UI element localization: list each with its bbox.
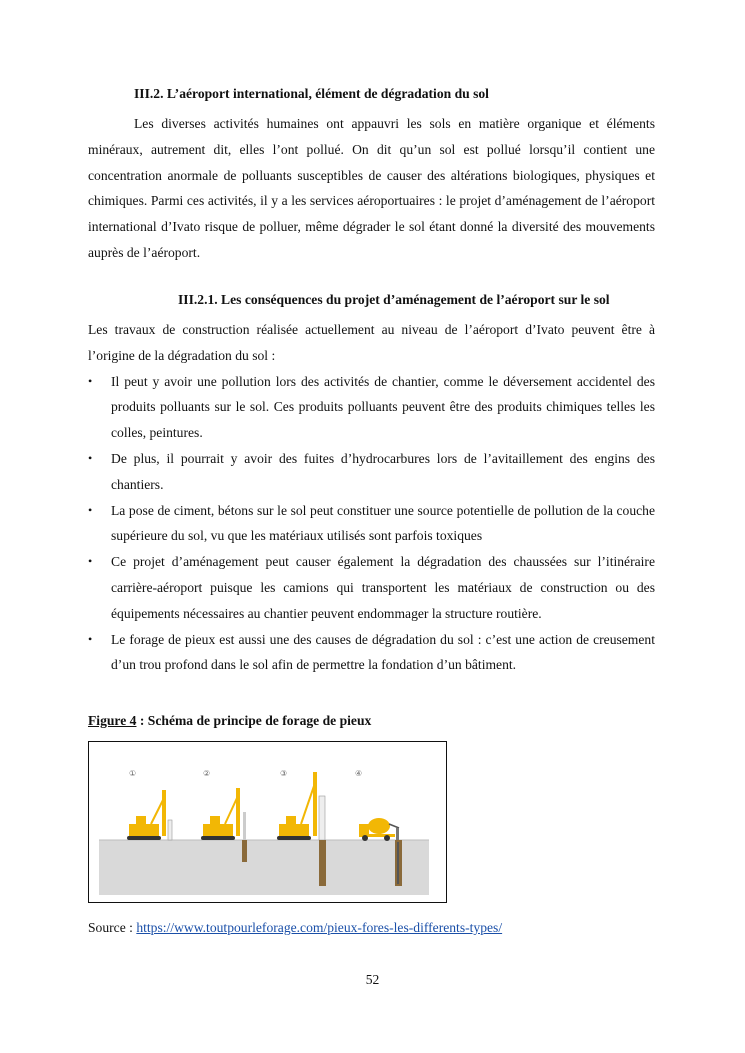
pile-drilling-diagram [89, 742, 446, 902]
section-heading: III.2. L’aéroport international, élément de dégradation du sol [134, 86, 489, 101]
section-paragraph: Les diverses activités humaines ont appauvri les sols en matière organique et éléments minéraux, autrement dit, elles l’ont pollué. On dit qu’un sol est pollué lorsqu’il contient une concentration anormale de polluants susceptibles de causer des altérations biologiques, physiques et chimiques. Parmi ces activités, il y a les services aéroportuaires : le projet d’aménagement de l’aéroport international d’Ivato risque de polluer, même dégrader le sol étant donné la diversité des mouvements auprès de l’aéroport. [88, 116, 655, 260]
figure-title: : Schéma de principe de forage de pieux [136, 713, 372, 728]
source-label: Source : [88, 920, 137, 935]
subsection-body [88, 317, 655, 678]
list-item: • Ce projet d’aménagement peut causer également la dégradation des chaussées sur l’itinéraire carrière-aéroport puisque les camions qui transportent les matériaux de construction ou des équipements nécessaires au chantier peuvent endommager la structure routière. [88, 549, 655, 626]
step-number-3: ③ [280, 769, 288, 778]
figure-label: Figure 4 [88, 713, 137, 728]
step-number-4: ④ [355, 769, 363, 778]
pile-drilling-figure [88, 741, 447, 903]
list-item: • La pose de ciment, bétons sur le sol peut constituer une source potentielle de pollution de la couche supérieure du sol, vu que les matériaux utilisés sont parfois toxiques [88, 498, 655, 550]
list-item: • Il peut y avoir une pollution lors des activités de chantier, comme le déversement accidentel des produits polluants sur le sol. Ces produits polluants peuvent être des produits chimiques telles les colles, peintures. [88, 369, 655, 446]
section-body [88, 111, 655, 266]
list-item: • De plus, il pourrait y avoir des fuites d’hydrocarbures lors de l’avitaillement des engins des chantiers. [88, 446, 655, 498]
bullet-icon: • [88, 631, 93, 646]
bullet-icon: • [88, 554, 93, 569]
bullet-icon: • [88, 450, 93, 465]
list-item: • Le forage de pieux est aussi une des causes de dégradation du sol : c’est une action de creusement d’un trou profond dans le sol afin de permettre la fondation d’un bâtiment. [88, 627, 655, 679]
page-number: 52 [365, 972, 380, 987]
bullet-icon: • [88, 502, 93, 517]
figure-caption [88, 713, 371, 729]
subsection-heading: III.2.1. Les conséquences du projet d’aménagement de l’aéroport sur le sol [178, 292, 610, 307]
figure-source [88, 920, 502, 936]
bullet-icon: • [88, 373, 93, 388]
consequences-list [88, 369, 655, 679]
step-number-1: ① [129, 769, 137, 778]
drilling-rig-1-icon [127, 790, 172, 840]
source-link[interactable]: https://www.toutpourleforage.com/pieux-fores-les-differents-types/ [136, 920, 503, 935]
ground-layer [99, 840, 429, 895]
step-number-2: ② [203, 769, 211, 778]
subsection-intro: Les travaux de construction réalisée actuellement au niveau de l’aéroport d’Ivato peuvent être à l’origine de la dégradation du sol : [88, 322, 655, 363]
